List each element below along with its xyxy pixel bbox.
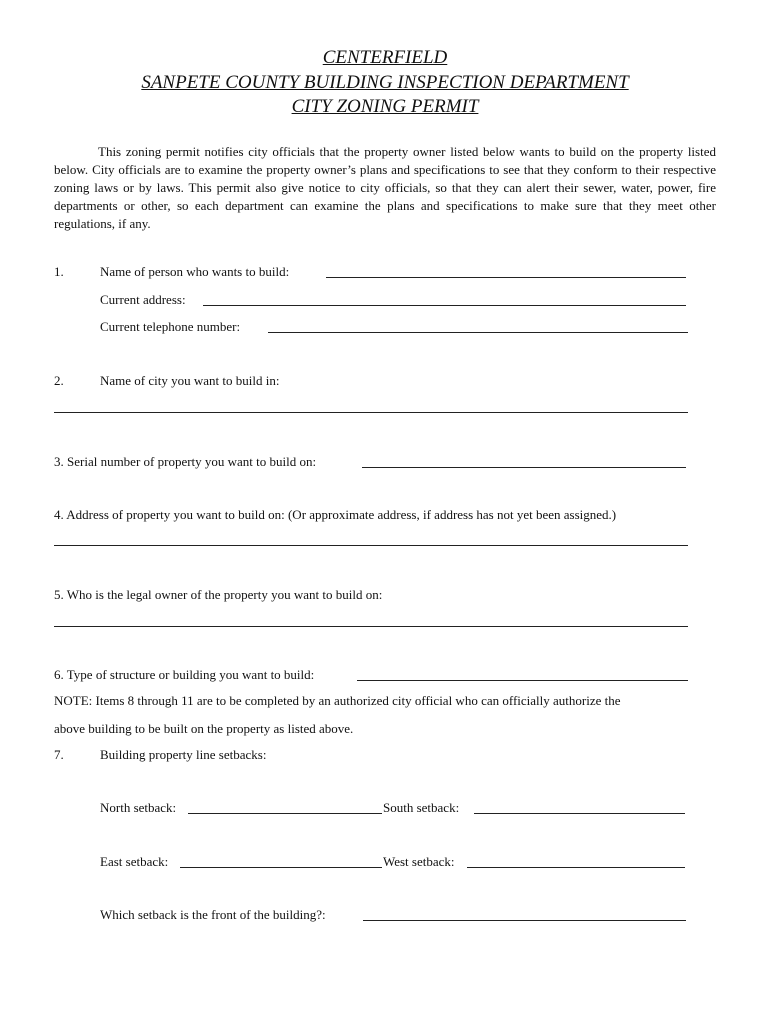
intro-paragraph: This zoning permit notifies city officials that the property owner listed below wants to build on the property listed below. City officials are to examine the property owner’s plans and specifications to see that they conform to their respective zoning laws or by laws. This permit also give notice to city officials, so that they can alert their sewer, water, power, fire departments or other, so each department can examine the plans and specifications to make sure that they meet other regulations, if any. (54, 144, 716, 231)
item4-address-field[interactable] (54, 545, 688, 546)
north-setback-field[interactable] (188, 813, 382, 814)
header-permit-title: CITY ZONING PERMIT (291, 96, 479, 117)
south-setback-label: South setback: (383, 800, 460, 815)
item6-label: 6. Type of structure or building you want to build: (54, 667, 315, 682)
item2-label: Name of city you want to build in: (100, 373, 280, 388)
item1-number: 1. (54, 264, 64, 279)
note-line2: above building to be built on the property as listed above. (54, 721, 354, 736)
item1-phone-label: Current telephone number: (100, 319, 241, 334)
front-setback-label: Which setback is the front of the building?: (100, 907, 326, 922)
item4-label: 4. Address of property you want to build on: (Or approximate address, if address has not yet been assigned.) (54, 507, 617, 522)
item5-label: 5. Who is the legal owner of the property you want to build on: (54, 587, 383, 602)
west-setback-label: West setback: (383, 854, 455, 869)
item6-structure-field[interactable] (357, 680, 688, 681)
west-setback-field[interactable] (467, 867, 685, 868)
item1-name-label: Name of person who wants to build: (100, 264, 290, 279)
front-setback-field[interactable] (363, 920, 686, 921)
east-setback-label: East setback: (100, 854, 169, 869)
note-line1: NOTE: Items 8 through 11 are to be completed by an authorized city official who can officially authorize the (54, 693, 621, 708)
item3-serial-field[interactable] (362, 467, 686, 468)
item1-address-label: Current address: (100, 292, 186, 307)
south-setback-field[interactable] (474, 813, 685, 814)
item1-name-field[interactable] (326, 277, 686, 278)
header-department: SANPETE COUNTY BUILDING INSPECTION DEPARTMENT (141, 72, 629, 93)
item1-phone-field[interactable] (268, 332, 688, 333)
east-setback-field[interactable] (180, 867, 382, 868)
header-centerfield: CENTERFIELD (322, 47, 448, 68)
item7-label: Building property line setbacks: (100, 747, 267, 762)
item1-address-field[interactable] (203, 305, 686, 306)
item2-number: 2. (54, 373, 64, 388)
item3-label: 3. Serial number of property you want to build on: (54, 454, 317, 469)
item7-number: 7. (54, 747, 64, 762)
item5-owner-field[interactable] (54, 626, 688, 627)
north-setback-label: North setback: (100, 800, 177, 815)
item2-city-field[interactable] (54, 412, 688, 413)
